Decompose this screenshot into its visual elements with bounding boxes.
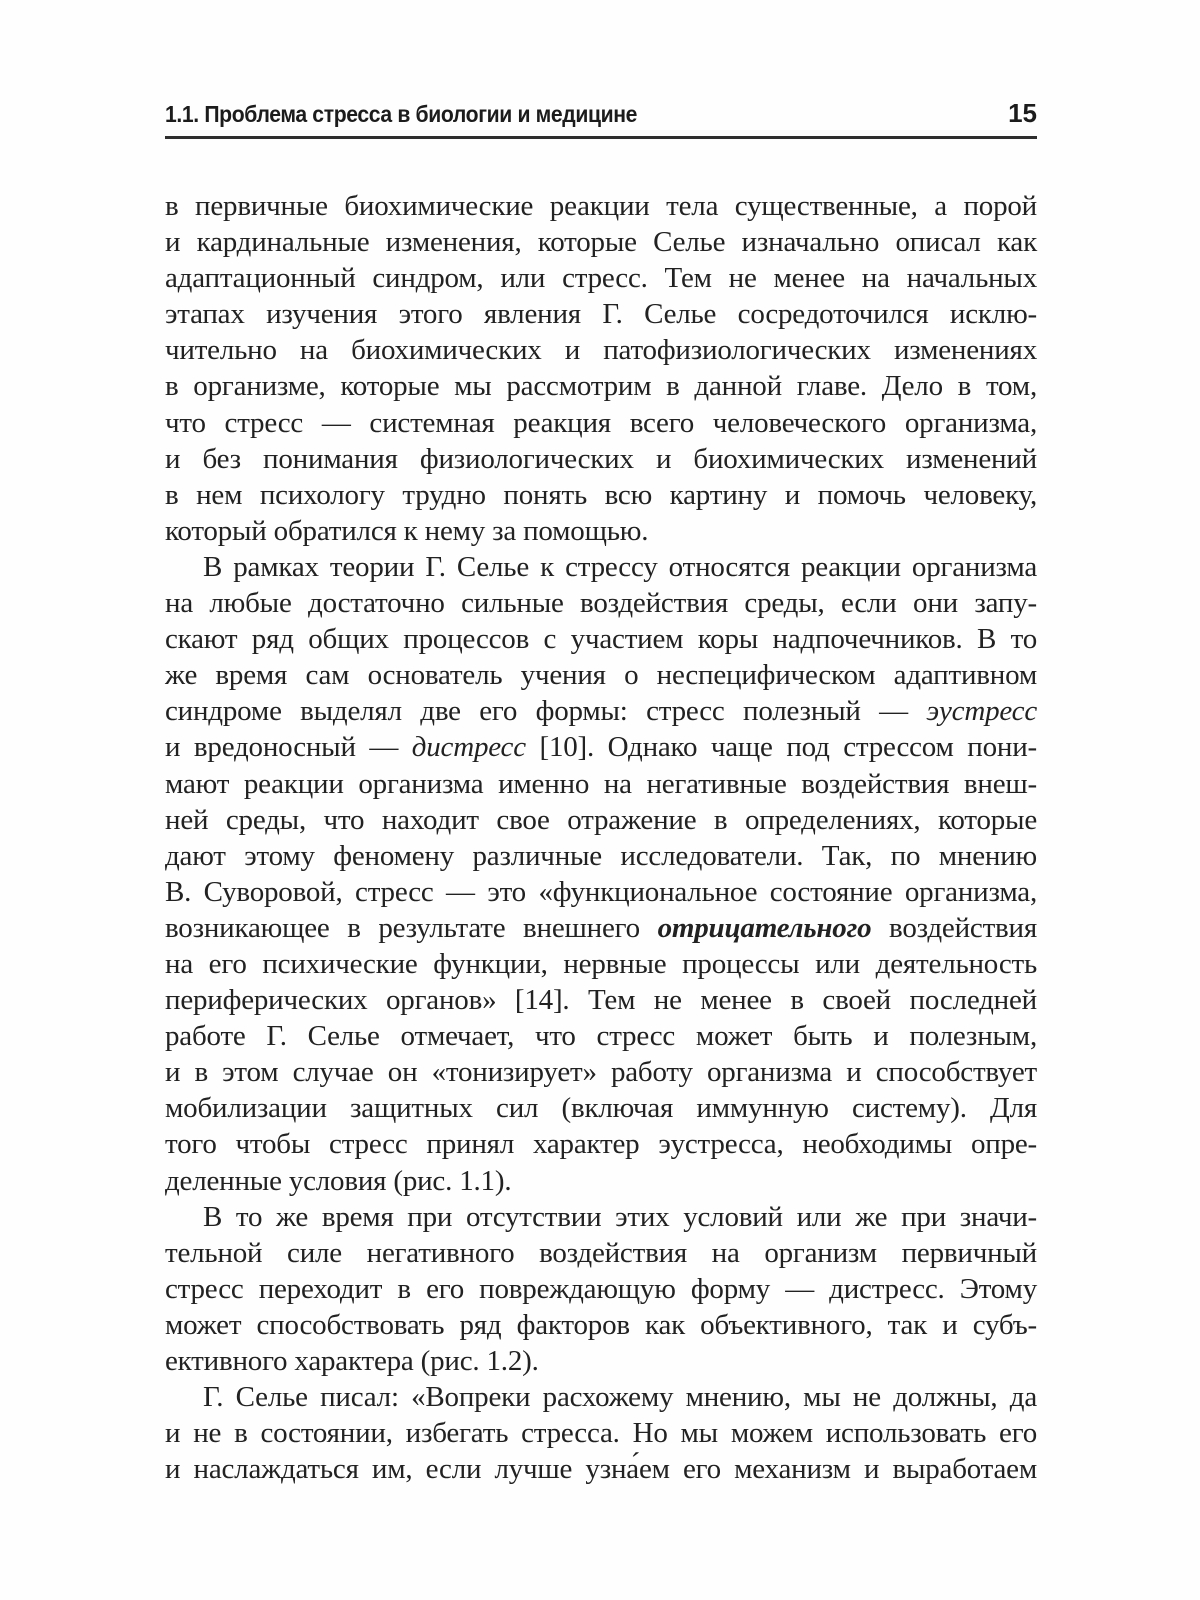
- text-segment: что стресс — системная реакция всего человеческого организма,: [165, 406, 1037, 439]
- text-segment: [10]. Однако чаще под стрессом пони-: [525, 731, 1037, 764]
- text-line: [165, 1451, 1037, 1487]
- text-segment: же время сам основатель учения о неспецифическом адаптивном: [165, 659, 1037, 692]
- text-line: [165, 982, 1037, 1018]
- text-segment: в нем психологу трудно понять всю картину и помочь человеку,: [165, 478, 1037, 511]
- page-number: 15: [1008, 98, 1037, 128]
- text-segment: на любые достаточно сильные воздействия среды, если они запу-: [165, 587, 1037, 620]
- text-segment: мают реакции организма именно на негативные воздействия внеш-: [165, 767, 1037, 800]
- body-text: [165, 188, 1037, 1487]
- text-line: [165, 1018, 1037, 1054]
- text-line: [165, 910, 1037, 946]
- text-line: [165, 946, 1037, 982]
- text-line: [165, 188, 1037, 224]
- text-line: [165, 1343, 1037, 1379]
- text-segment: в первичные биохимические реакции тела существенные, а порой: [165, 190, 1037, 222]
- text-segment: мобилизации защитных сил (включая иммунную систему). Для: [165, 1092, 1037, 1125]
- text-segment: В. Суворовой, стресс — это «функциональное состояние организма,: [165, 875, 1037, 908]
- text-line: [165, 441, 1037, 477]
- text-segment: периферических органов» [14]. Тем не менее в своей последней: [165, 984, 1037, 1017]
- text-line: [165, 585, 1037, 621]
- text-segment: Г. Селье писал: «Вопреки расхожему мнению, мы не должны, да: [203, 1381, 1037, 1414]
- text-segment: может способствовать ряд факторов как объективного, так и субъ-: [165, 1308, 1037, 1341]
- paragraph: [165, 1199, 1037, 1379]
- text-line: [165, 729, 1037, 765]
- text-segment: синдроме выделял две его формы: стресс полезный —: [165, 695, 927, 728]
- text-line: [165, 657, 1037, 693]
- paragraph: [165, 549, 1037, 1199]
- text-line: [165, 1199, 1037, 1235]
- emphasized-text: отрицательного: [657, 911, 872, 944]
- text-line: [165, 766, 1037, 802]
- text-segment: адаптационный синдром, или стресс. Тем не менее на начальных: [165, 262, 1037, 295]
- text-line: [165, 1090, 1037, 1126]
- text-segment: ективного характера (рис. 1.2).: [165, 1345, 539, 1377]
- text-line: [165, 838, 1037, 874]
- text-line: [165, 1307, 1037, 1343]
- paragraph: [165, 188, 1037, 549]
- text-segment: В то же время при отсутствии этих условий или же при значи-: [203, 1200, 1037, 1233]
- emphasized-text: дистресс: [411, 731, 526, 764]
- text-segment: скают ряд общих процессов с участием коры надпочечников. В то: [165, 623, 1037, 656]
- header-rule-divider: [165, 136, 1037, 139]
- text-line: [165, 224, 1037, 260]
- text-segment: деленные условия (рис. 1.1).: [165, 1164, 512, 1197]
- text-segment: и наслаждаться им, если лучше узна́ем его механизм и выработаем: [165, 1453, 1037, 1486]
- text-line: [165, 332, 1037, 368]
- text-line: [165, 260, 1037, 296]
- text-line: [165, 1126, 1037, 1162]
- text-segment: на его психические функции, нервные процессы или деятельность: [165, 947, 1037, 980]
- text-line: [165, 405, 1037, 441]
- text-line: [165, 513, 1037, 549]
- text-segment: который обратился к нему за помощью.: [165, 514, 649, 547]
- text-line: [165, 477, 1037, 513]
- text-line: [165, 1415, 1037, 1451]
- text-segment: работе Г. Селье отмечает, что стресс может быть и полезным,: [165, 1020, 1037, 1053]
- text-segment: и вредоносный —: [165, 731, 412, 764]
- text-segment: этапах изучения этого явления Г. Селье сосредоточился исклю-: [165, 298, 1037, 331]
- text-line: [165, 693, 1037, 729]
- text-segment: тельной силе негативного воздействия на организм первичный: [165, 1236, 1037, 1269]
- text-line: [165, 621, 1037, 657]
- text-segment: дают этому феномену различные исследователи. Так, по мнению: [165, 839, 1037, 872]
- text-line: [165, 874, 1037, 910]
- text-segment: и кардинальные изменения, которые Селье изначально описал как: [165, 226, 1037, 259]
- text-line: [165, 368, 1037, 404]
- text-line: [165, 1379, 1037, 1415]
- text-segment: и не в состоянии, избегать стресса. Но мы можем использовать его: [165, 1417, 1037, 1450]
- text-line: [165, 1235, 1037, 1271]
- section-title: 1.1. Проблема стресса в биологии и медицине: [165, 101, 638, 127]
- emphasized-text: эустресс: [926, 695, 1037, 728]
- text-segment: стресс переходит в его повреждающую форму — дистресс. Этому: [165, 1272, 1037, 1305]
- text-line: [165, 1271, 1037, 1307]
- text-segment: возникающее в результате внешнего: [165, 911, 658, 944]
- running-header: [165, 98, 1037, 129]
- text-segment: В рамках теории Г. Селье к стрессу относятся реакции организма: [203, 550, 1037, 583]
- text-line: [165, 296, 1037, 332]
- text-line: [165, 1163, 1037, 1199]
- text-segment: в организме, которые мы рассмотрим в данной главе. Дело в том,: [165, 370, 1037, 403]
- text-segment: и без понимания физиологических и биохимических изменений: [165, 442, 1037, 475]
- text-segment: воздействия: [871, 911, 1037, 944]
- text-line: [165, 549, 1037, 585]
- text-segment: ней среды, что находит свое отражение в определениях, которые: [165, 803, 1037, 836]
- text-segment: и в этом случае он «тонизирует» работу организма и способствует: [165, 1056, 1037, 1089]
- text-line: [165, 802, 1037, 838]
- text-line: [165, 1054, 1037, 1090]
- text-segment: чительно на биохимических и патофизиологических изменениях: [165, 334, 1037, 367]
- paragraph: [165, 1379, 1037, 1487]
- text-segment: того чтобы стресс принял характер эустресса, необходимы опре-: [165, 1128, 1037, 1161]
